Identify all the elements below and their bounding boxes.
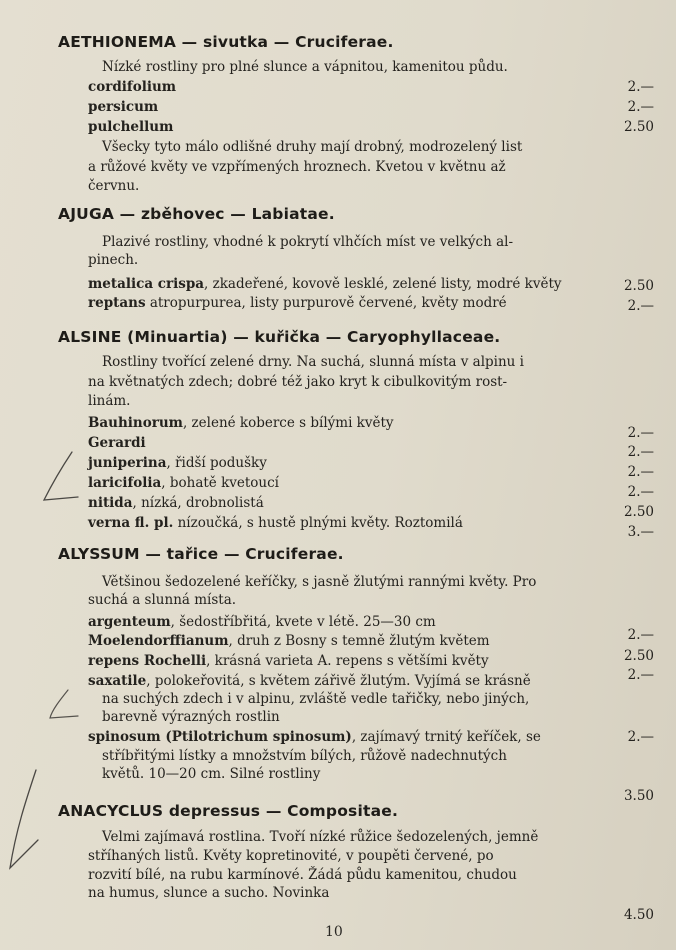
section-description: na květnatých zdech; dobré též jako kryt k cibulkovitým rost- [88, 374, 508, 390]
item-continuation: na suchých zdech i v alpinu, zvláště vedle tařičky, nebo jiných, [102, 691, 530, 707]
section-description: Většinou šedozelené keříčky, s jasně žlutými rannými květy. Pro [102, 574, 537, 590]
price: 2.50 [623, 119, 654, 135]
price: 2.— [627, 298, 654, 314]
section-description: Velmi zajímavá rostlina. Tvoří nízké růžice šedozelených, jemně [102, 829, 539, 845]
plant-item: saxatile, polokeřovitá, s květem zářivě žlutým. Vyjímá se krásně [88, 673, 531, 689]
price: 4.50 [623, 907, 654, 923]
plant-item: verna fl. pl. nízoučká, s hustě plnými květy. Roztomilá [88, 515, 463, 531]
plant-item: nitida, nízká, drobnolistá [88, 495, 264, 511]
plant-item: laricifolia, bohatě kvetoucí [88, 475, 280, 491]
price: 2.— [627, 667, 654, 683]
section-heading-ajuga: AJUGA — zběhovec — Labiatae. [58, 205, 335, 223]
price: 2.50 [623, 504, 654, 520]
plant-item: repens Rochelli, krásná varieta A. repens s většími květy [88, 653, 489, 669]
section-heading-aethionema: AETHIONEMA — sivutka — Cruciferae. [58, 33, 394, 51]
page-number: 10 [325, 924, 343, 940]
plant-item: juniperina, řidší podušky [88, 455, 267, 471]
plant-item: spinosum (Ptilotrichum spinosum), zajímavý trnitý keříček, se [88, 729, 541, 745]
item-continuation: květů. 10—20 cm. Silné rostliny [102, 766, 321, 782]
price: 3.— [627, 524, 654, 540]
item-continuation: barevně výrazných rostlin [102, 709, 280, 725]
price: 2.— [627, 484, 654, 500]
plant-item: reptans atropurpurea, listy purpurově červené, květy modré [88, 295, 507, 311]
price: 2.50 [623, 648, 654, 664]
price: 2.— [627, 464, 654, 480]
section-note: Všecky tyto málo odlišné druhy mají drobný, modrozelený list [102, 139, 523, 155]
section-heading-anacyclus: ANACYCLUS depressus — Compositae. [58, 802, 399, 820]
price: 2.— [627, 627, 654, 643]
section-description: na humus, slunce a sucho. Novinka [88, 885, 330, 901]
section-description: suchá a slunná místa. [88, 592, 237, 608]
section-description: Plazivé rostliny, vhodné k pokrytí vlhčích míst ve velkých al- [102, 234, 514, 250]
price: 3.50 [623, 788, 654, 804]
price: 2.— [627, 729, 654, 745]
item-continuation: stříbřitými lístky a množstvím bílých, růžově nadechnutých [102, 748, 507, 764]
plant-item: pulchellum [88, 119, 174, 135]
section-description: rozvití bílé, na rubu karmínové. Žádá půdu kamenitou, chudou [88, 867, 517, 883]
price: 2.— [627, 444, 654, 460]
section-heading-alsine: ALSINE (Minuartia) — kuřička — Caryophyllaceae. [58, 328, 501, 346]
price: 2.— [627, 425, 654, 441]
plant-item: metalica crispa, zkadeřené, kovově lesklé, zelené listy, modré květy [88, 276, 562, 292]
section-note: červnu. [88, 178, 140, 194]
section-description: Nízké rostliny pro plné slunce a vápnitou, kamenitou půdu. [102, 59, 508, 75]
price: 2.— [627, 99, 654, 115]
plant-item: Bauhinorum, zelené koberce s bílými květy [88, 415, 394, 431]
price: 2.50 [623, 278, 654, 294]
section-description: stříhaných listů. Květy kopretinovité, v poupěti červené, po [88, 848, 494, 864]
plant-item: argenteum, šedostříbřitá, kvete v létě. 25—30 cm [88, 614, 436, 630]
section-description: linám. [88, 393, 131, 409]
plant-item: Gerardi [88, 435, 146, 451]
plant-item: cordifolium [88, 79, 177, 95]
section-heading-alyssum: ALYSSUM — tařice — Cruciferae. [58, 545, 344, 563]
section-description: pinech. [88, 252, 139, 268]
plant-item: persicum [88, 99, 159, 115]
section-description: Rostliny tvořící zelené drny. Na suchá, slunná místa v alpinu i [102, 354, 524, 370]
plant-item: Moelendorffianum, druh z Bosny s temně žlutým květem [88, 633, 490, 649]
section-note: a růžové květy ve vzpřímených hroznech. Kvetou v květnu až [88, 159, 506, 175]
price: 2.— [627, 79, 654, 95]
